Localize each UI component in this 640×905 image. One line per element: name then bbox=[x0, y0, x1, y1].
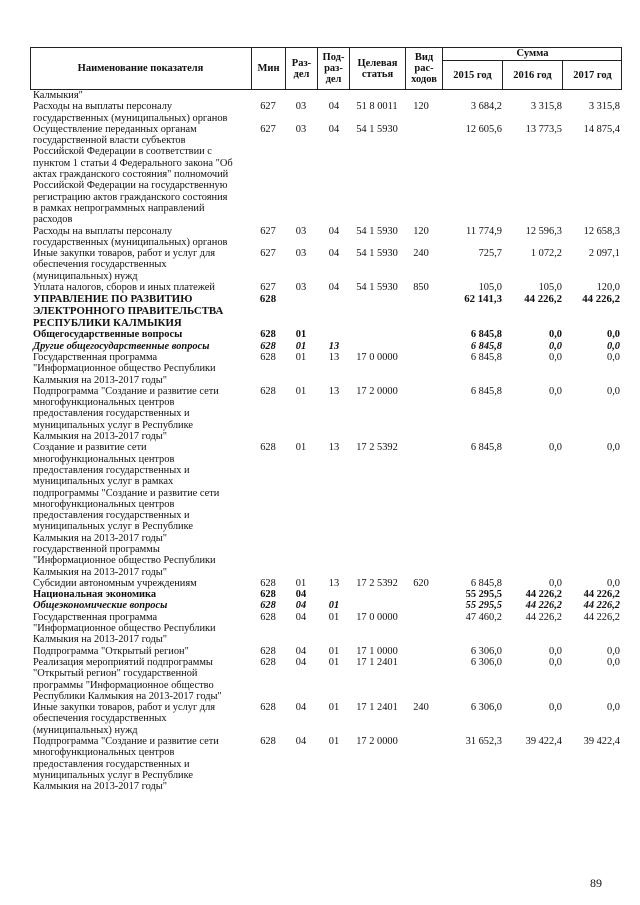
cell-razdel: 04 bbox=[295, 600, 307, 612]
cell-2017: 120,0 bbox=[596, 282, 620, 294]
cell-2015: 6 845,8 bbox=[470, 329, 502, 341]
header-vid: Вид рас- ходов bbox=[405, 47, 442, 90]
table-row bbox=[30, 600, 622, 611]
cell-podrazdel: 01 bbox=[328, 736, 340, 748]
cell-name: Иные закупки товаров, работ и услуг для обеспечения государственных (муниципальных) нужд bbox=[33, 248, 216, 282]
cell-podrazdel: 01 bbox=[328, 702, 340, 714]
cell-min: 628 bbox=[260, 442, 276, 454]
cell-name: Общегосударственные вопросы bbox=[33, 329, 183, 341]
cell-podrazdel: 13 bbox=[328, 442, 340, 454]
cell-podrazdel: 13 bbox=[328, 351, 340, 363]
table-header bbox=[30, 47, 622, 90]
cell-2016: 0,0 bbox=[549, 645, 562, 657]
cell-name: Национальная экономика bbox=[33, 589, 157, 601]
header-year-2015: 2015 год bbox=[442, 61, 502, 90]
cell-2015: 12 605,6 bbox=[465, 123, 502, 135]
cell-name: Осуществление переданных органам государственной власти субъектов Российской Федерации в соответствии с пунктом 1 статьи 4 Федерального закона "Об актах гражданского состояния" полномочий Российской Федерации на государственную регистрацию актов гражданского состояния в рамках непрограммных направлений расходов bbox=[33, 123, 233, 226]
cell-2015: 47 460,2 bbox=[465, 611, 502, 623]
table-row bbox=[30, 293, 622, 329]
cell-2016: 44 226,2 bbox=[525, 611, 562, 623]
cell-2015: 725,7 bbox=[478, 248, 502, 260]
cell-podrazdel: 01 bbox=[328, 611, 340, 623]
cell-podrazdel: 04 bbox=[328, 123, 340, 135]
cell-min: 628 bbox=[259, 293, 277, 306]
table-row bbox=[30, 702, 622, 736]
cell-min: 627 bbox=[260, 123, 276, 135]
cell-2015: 6 845,8 bbox=[470, 385, 502, 397]
table-row bbox=[30, 612, 622, 646]
cell-name: Калмыкия" bbox=[33, 90, 83, 101]
cell-razdel: 03 bbox=[295, 225, 307, 237]
cell-2017: 39 422,4 bbox=[583, 736, 620, 748]
cell-min: 628 bbox=[260, 329, 276, 341]
cell-podrazdel: 04 bbox=[328, 282, 340, 294]
cell-2015: 6 845,8 bbox=[470, 351, 502, 363]
cell-name: Подпрограмма "Открытый регион" bbox=[33, 645, 189, 657]
cell-podrazdel: 01 bbox=[328, 656, 340, 668]
cell-2016: 12 596,3 bbox=[525, 225, 562, 237]
cell-min: 628 bbox=[260, 351, 276, 363]
cell-2017: 44 226,2 bbox=[582, 293, 620, 306]
table-body bbox=[30, 90, 622, 793]
cell-2016: 44 226,2 bbox=[524, 293, 562, 306]
cell-vid: 120 bbox=[413, 101, 429, 113]
cell-razdel: 03 bbox=[295, 123, 307, 135]
cell-podrazdel: 13 bbox=[328, 340, 340, 352]
cell-2017: 0,0 bbox=[607, 442, 620, 454]
cell-2017: 2 097,1 bbox=[588, 248, 620, 260]
cell-min: 627 bbox=[260, 248, 276, 260]
cell-razdel: 01 bbox=[295, 340, 307, 352]
table-row bbox=[30, 226, 622, 249]
cell-2017: 14 875,4 bbox=[583, 123, 620, 135]
table-row bbox=[30, 736, 622, 792]
cell-target: 17 1 2401 bbox=[356, 702, 398, 714]
cell-2015: 31 652,3 bbox=[465, 736, 502, 748]
cell-min: 628 bbox=[260, 589, 276, 601]
cell-min: 628 bbox=[260, 702, 276, 714]
cell-2015: 55 295,5 bbox=[465, 589, 502, 601]
table-row bbox=[30, 657, 622, 702]
cell-2016: 105,0 bbox=[538, 282, 562, 294]
cell-2017: 0,0 bbox=[607, 656, 620, 668]
cell-2015: 55 295,5 bbox=[465, 600, 502, 612]
table-row bbox=[30, 101, 622, 124]
cell-target: 17 0 0000 bbox=[356, 611, 398, 623]
cell-podrazdel: 04 bbox=[328, 225, 340, 237]
cell-target: 54 1 5930 bbox=[356, 123, 398, 135]
cell-2017: 0,0 bbox=[607, 577, 620, 589]
table-row bbox=[30, 578, 622, 589]
cell-min: 628 bbox=[260, 736, 276, 748]
cell-min: 628 bbox=[260, 611, 276, 623]
cell-target: 17 0 0000 bbox=[356, 351, 398, 363]
table-row bbox=[30, 386, 622, 442]
header-target: Целевая статья bbox=[349, 47, 405, 90]
cell-2017: 0,0 bbox=[607, 351, 620, 363]
cell-name: Другие общегосударственные вопросы bbox=[33, 340, 210, 352]
table-row bbox=[30, 248, 622, 282]
cell-podrazdel: 04 bbox=[328, 101, 340, 113]
cell-podrazdel: 04 bbox=[328, 248, 340, 260]
cell-razdel: 04 bbox=[295, 611, 307, 623]
cell-razdel: 01 bbox=[295, 329, 307, 341]
cell-min: 628 bbox=[260, 385, 276, 397]
cell-vid: 620 bbox=[413, 577, 429, 589]
cell-2017: 44 226,2 bbox=[583, 611, 620, 623]
cell-2015: 11 774,9 bbox=[466, 225, 502, 237]
cell-min: 628 bbox=[260, 600, 276, 612]
cell-2016: 0,0 bbox=[549, 329, 562, 341]
cell-min: 627 bbox=[260, 225, 276, 237]
cell-2015: 6 845,8 bbox=[470, 577, 502, 589]
table-row bbox=[30, 352, 622, 386]
cell-name: Государственная программа "Информационное общество Республики Калмыкия на 2013-2017 годы" bbox=[33, 351, 216, 386]
cell-name: УПРАВЛЕНИЕ ПО РАЗВИТИЮ ЭЛЕКТРОННОГО ПРАВИТЕЛЬСТВА РЕСПУБЛИКИ КАЛМЫКИЯ bbox=[33, 293, 224, 330]
cell-name: Общеэкономические вопросы bbox=[33, 600, 168, 612]
cell-podrazdel: 13 bbox=[328, 385, 340, 397]
header-name: Наименование показателя bbox=[77, 63, 204, 74]
header-year-2017: 2017 год bbox=[562, 61, 622, 90]
cell-razdel: 04 bbox=[295, 645, 307, 657]
cell-2016: 0,0 bbox=[549, 340, 562, 352]
cell-2016: 1 072,2 bbox=[530, 248, 562, 260]
cell-2016: 13 773,5 bbox=[525, 123, 562, 135]
cell-target: 17 2 0000 bbox=[356, 736, 398, 748]
cell-name: Иные закупки товаров, работ и услуг для обеспечения государственных (муниципальных) нужд bbox=[33, 702, 216, 736]
cell-2017: 44 226,2 bbox=[583, 589, 620, 601]
cell-razdel: 03 bbox=[295, 248, 307, 260]
cell-target: 51 8 0011 bbox=[356, 101, 398, 113]
cell-min: 628 bbox=[260, 340, 276, 352]
cell-target: 17 2 5392 bbox=[356, 577, 398, 589]
cell-name: Создание и развитие сети многофункциональных центров предоставления государственных и муниципальных услуг в рамках подпрограммы "Создание и развитие сети многофункциональных центров предоставления государственных и муниципальных услуг в Республике Калмыкия на 2013-2017 годы" государственной программы "Информационное общество Республики Калмыкия на 2013-2017 годы" bbox=[33, 442, 220, 578]
cell-2017: 0,0 bbox=[607, 340, 620, 352]
header-year-2016: 2016 год bbox=[502, 61, 562, 90]
table-row bbox=[30, 124, 622, 226]
cell-name: Субсидии автономным учреждениям bbox=[33, 577, 197, 589]
cell-2016: 0,0 bbox=[549, 577, 562, 589]
cell-2016: 44 226,2 bbox=[525, 589, 562, 601]
cell-target: 54 1 5930 bbox=[356, 225, 398, 237]
cell-target: 17 1 2401 bbox=[356, 656, 398, 668]
table-row bbox=[30, 90, 622, 101]
cell-target: 17 2 5392 bbox=[356, 442, 398, 454]
cell-2015: 62 141,3 bbox=[464, 293, 502, 306]
cell-podrazdel: 01 bbox=[328, 645, 340, 657]
cell-name: Реализация мероприятий подпрограммы "Открытый регион" государственной программы "Информационное общество Республики Калмыкия на 2013-2017 годы" bbox=[33, 656, 222, 702]
cell-razdel: 01 bbox=[295, 577, 307, 589]
cell-razdel: 04 bbox=[295, 589, 307, 601]
cell-podrazdel: 13 bbox=[328, 577, 340, 589]
cell-2015: 6 845,8 bbox=[470, 340, 502, 352]
cell-name: Подпрограмма "Создание и развитие сети многофункциональных центров предоставления государственных и муниципальных услуг в Республике Калмыкия на 2013-2017 годы" bbox=[33, 736, 219, 793]
cell-vid: 240 bbox=[413, 248, 429, 260]
cell-2017: 0,0 bbox=[607, 645, 620, 657]
header-podrazdel: Под- раз- дел bbox=[317, 47, 349, 90]
cell-2015: 6 306,0 bbox=[470, 656, 502, 668]
cell-2015: 105,0 bbox=[478, 282, 502, 294]
cell-vid: 850 bbox=[413, 282, 429, 294]
cell-min: 628 bbox=[260, 645, 276, 657]
cell-vid: 240 bbox=[413, 702, 429, 714]
header-sum: Сумма bbox=[442, 47, 622, 61]
header-min: Мин bbox=[251, 47, 285, 90]
cell-razdel: 04 bbox=[295, 656, 307, 668]
cell-target: 17 1 0000 bbox=[356, 645, 398, 657]
cell-2015: 6 306,0 bbox=[470, 645, 502, 657]
cell-2017: 12 658,3 bbox=[583, 225, 620, 237]
cell-2015: 3 684,2 bbox=[470, 101, 502, 113]
header-razdel: Раз- дел bbox=[285, 47, 317, 90]
cell-2016: 0,0 bbox=[549, 702, 562, 714]
cell-name: Подпрограмма "Создание и развитие сети многофункциональных центров предоставления государственных и муниципальных услуг в Республике Калмыкия на 2013-2017 годы" bbox=[33, 385, 219, 443]
cell-2016: 44 226,2 bbox=[525, 600, 562, 612]
cell-min: 628 bbox=[260, 577, 276, 589]
table-row bbox=[30, 282, 622, 293]
cell-2016: 0,0 bbox=[549, 351, 562, 363]
cell-razdel: 03 bbox=[295, 282, 307, 294]
cell-2017: 44 226,2 bbox=[583, 600, 620, 612]
cell-vid: 120 bbox=[413, 225, 429, 237]
cell-2015: 6 306,0 bbox=[470, 702, 502, 714]
cell-2017: 0,0 bbox=[607, 329, 620, 341]
cell-2016: 0,0 bbox=[549, 442, 562, 454]
cell-name: Уплата налогов, сборов и иных платежей bbox=[33, 282, 215, 294]
cell-target: 54 1 5930 bbox=[356, 282, 398, 294]
cell-podrazdel: 01 bbox=[328, 600, 340, 612]
cell-min: 628 bbox=[260, 656, 276, 668]
cell-2015: 6 845,8 bbox=[470, 442, 502, 454]
cell-name: Государственная программа "Информационное общество Республики Калмыкия на 2013-2017 годы" bbox=[33, 611, 216, 646]
page-number: 89 bbox=[590, 876, 602, 890]
cell-razdel: 04 bbox=[295, 736, 307, 748]
cell-2016: 3 315,8 bbox=[530, 101, 562, 113]
table-row bbox=[30, 646, 622, 657]
cell-2017: 0,0 bbox=[607, 385, 620, 397]
cell-2016: 0,0 bbox=[549, 656, 562, 668]
table-row bbox=[30, 442, 622, 578]
cell-razdel: 03 bbox=[295, 101, 307, 113]
table-row bbox=[30, 329, 622, 340]
cell-name: Расходы на выплаты персоналу государственных (муниципальных) органов bbox=[33, 101, 228, 124]
table-row bbox=[30, 589, 622, 600]
table-row bbox=[30, 341, 622, 352]
cell-name: Расходы на выплаты персоналу государственных (муниципальных) органов bbox=[33, 225, 228, 248]
cell-razdel: 01 bbox=[295, 351, 307, 363]
cell-razdel: 04 bbox=[295, 702, 307, 714]
cell-razdel: 01 bbox=[295, 442, 307, 454]
cell-target: 17 2 0000 bbox=[356, 385, 398, 397]
cell-min: 627 bbox=[260, 101, 276, 113]
cell-2016: 39 422,4 bbox=[525, 736, 562, 748]
cell-2016: 0,0 bbox=[549, 385, 562, 397]
cell-target: 54 1 5930 bbox=[356, 248, 398, 260]
cell-2017: 3 315,8 bbox=[588, 101, 620, 113]
cell-2017: 0,0 bbox=[607, 702, 620, 714]
cell-min: 627 bbox=[260, 282, 276, 294]
cell-razdel: 01 bbox=[295, 385, 307, 397]
